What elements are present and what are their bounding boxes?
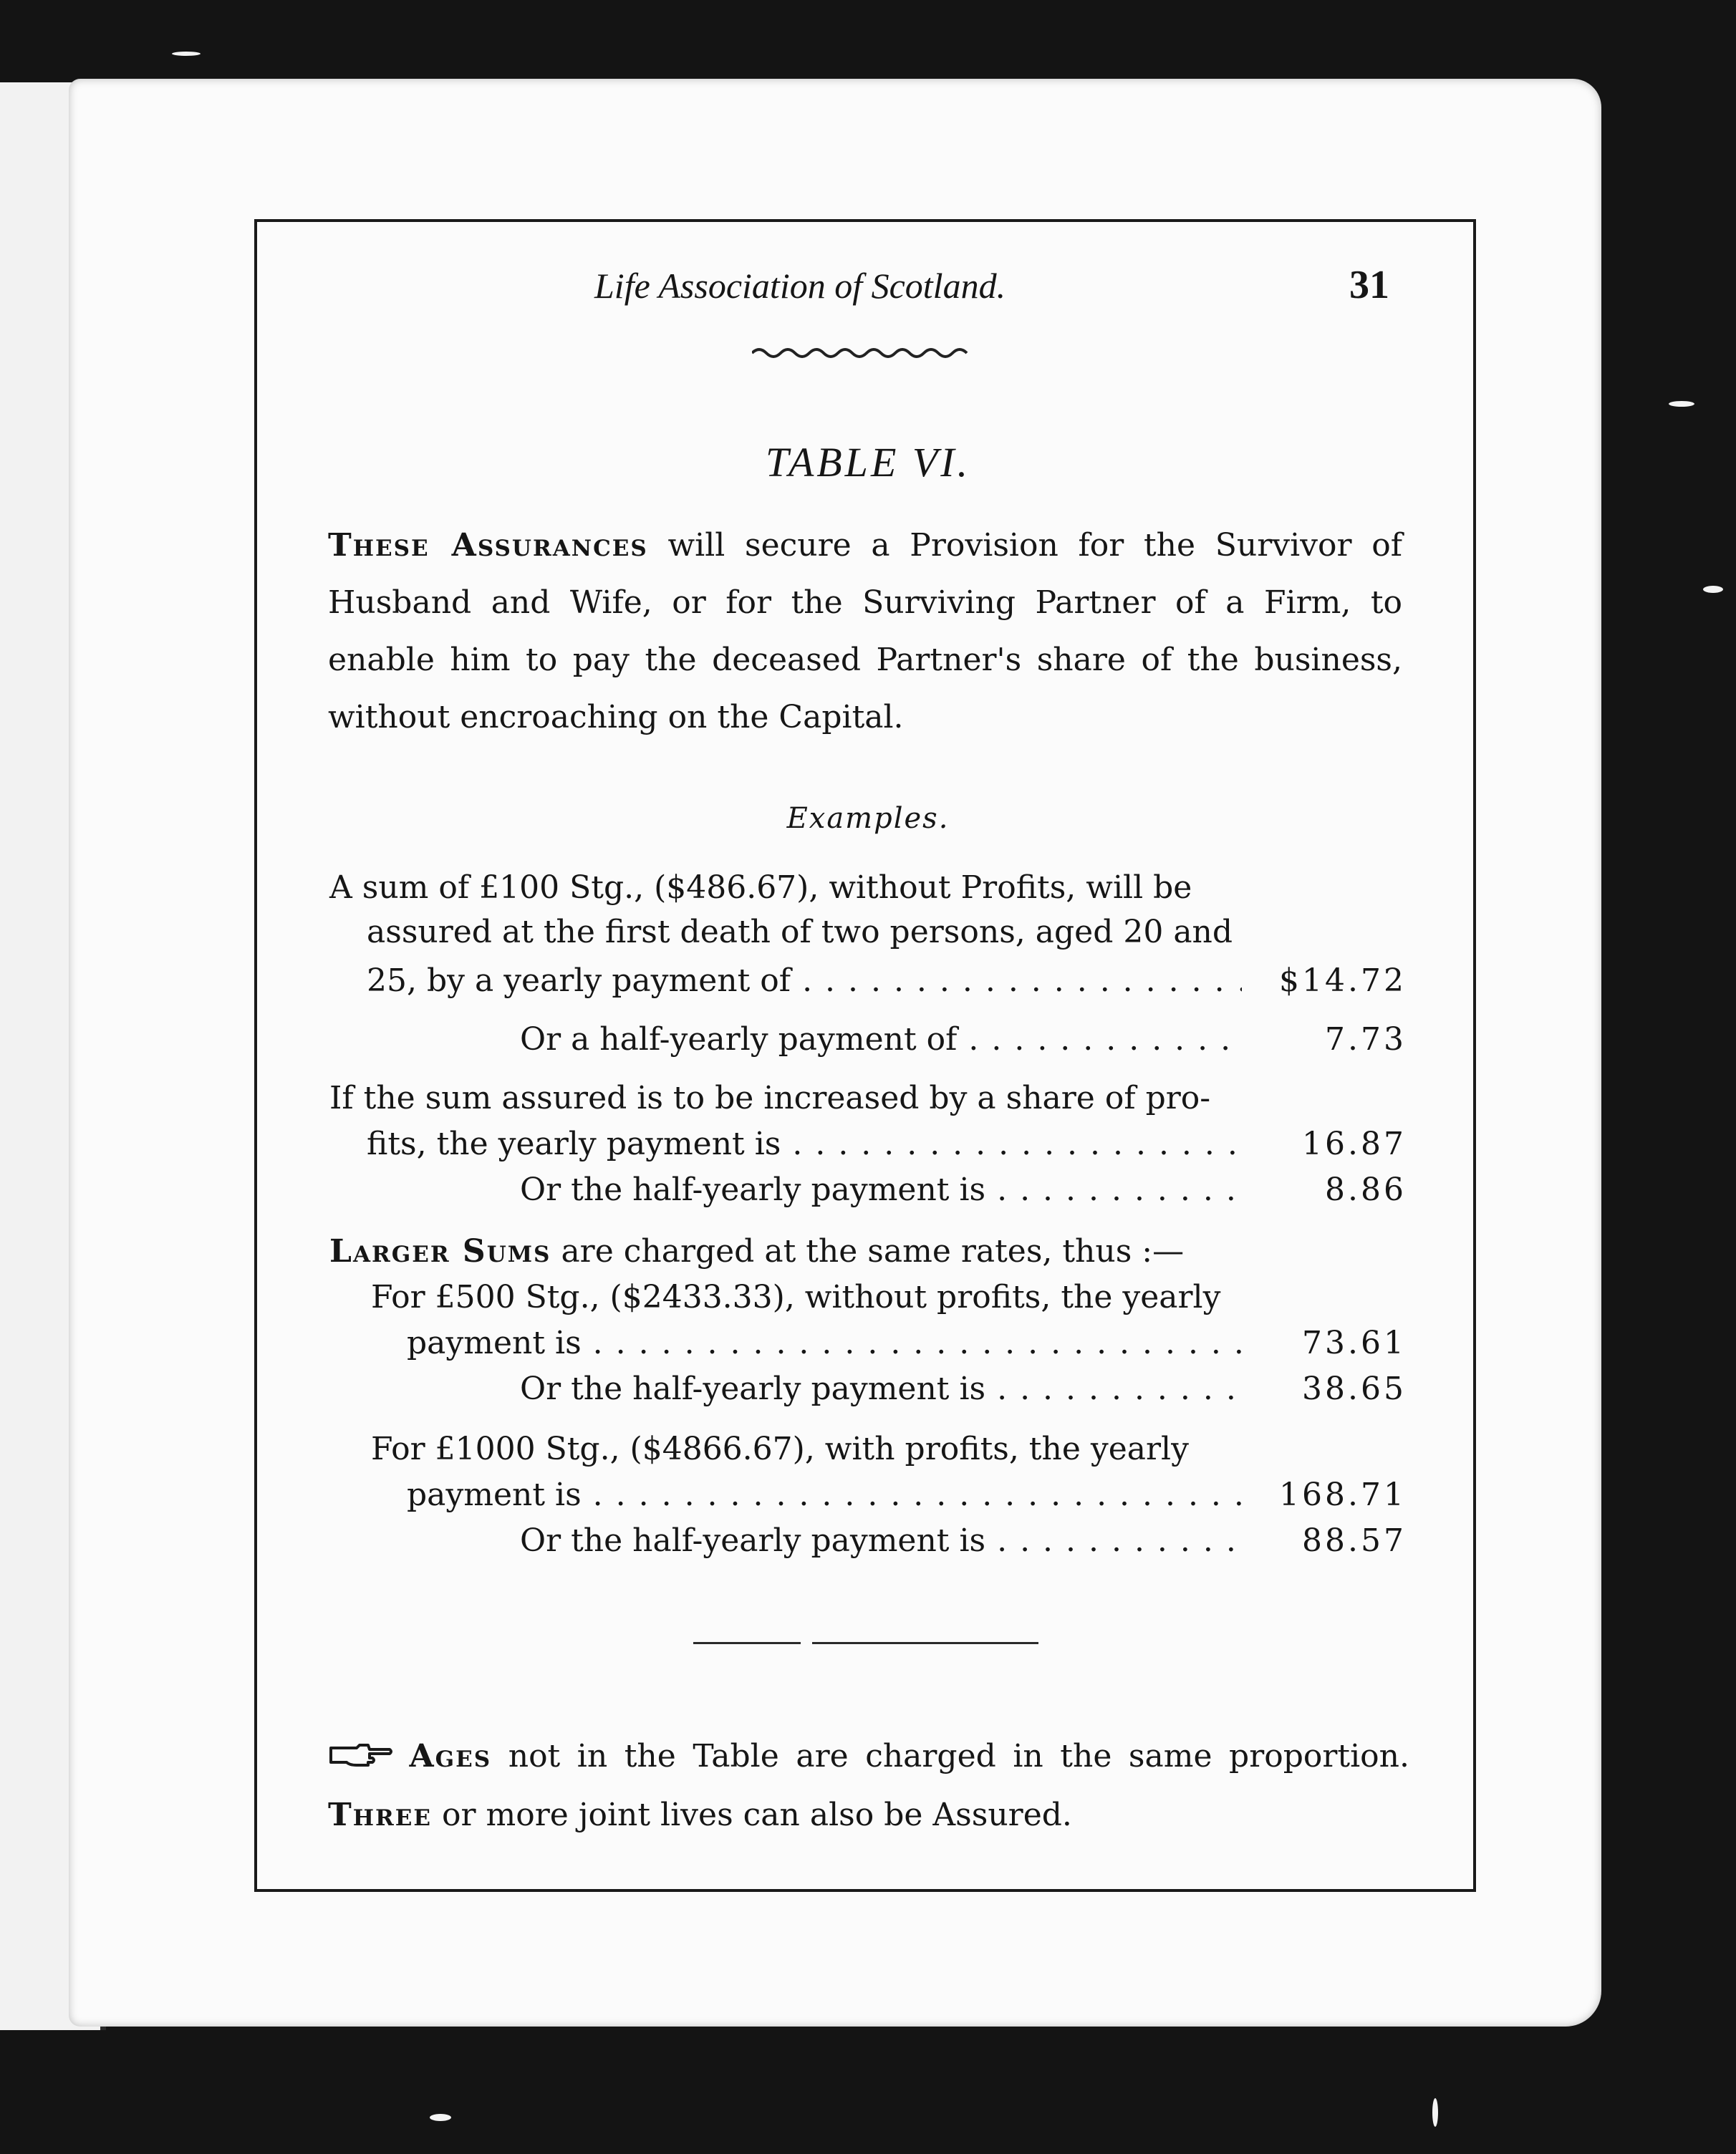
scan-speck	[172, 52, 201, 56]
page-number: 31	[1349, 263, 1389, 307]
example-3-half-yearly-amount: 38.65	[1302, 1371, 1407, 1407]
footer-note	[328, 1727, 1409, 1845]
example-3-line-1	[329, 1230, 1184, 1273]
examples-heading: Examples.	[786, 802, 950, 835]
running-head	[0, 265, 1736, 322]
example-1-line-1: A sum of £100 Stg., ($486.67), without Profits, will be	[329, 869, 1192, 906]
intro-lead-caps: These Assurances	[328, 527, 648, 564]
example-1-line-4	[520, 1018, 1242, 1061]
example-3-line-2: For £500 Stg., ($2433.33), without profits, the yearly	[371, 1279, 1221, 1315]
example-3-caps: Larger Sums	[329, 1233, 551, 1270]
example-1-line-3-text: 25, by a yearly payment of	[367, 962, 791, 999]
example-1-line-3	[367, 960, 1242, 1003]
scan-speck	[430, 2114, 451, 2121]
intro-text: will secure a Provision for the Survivor of Husband and Wife, or for the Surviving Partner of a Firm, to enable him to pay the deceased Partner's share of the business, without encroaching on the Capital.	[328, 527, 1402, 735]
intro-paragraph	[328, 517, 1402, 746]
running-head-title: Life Association of Scotland.	[594, 266, 1006, 306]
example-1-half-yearly-amount: 7.73	[1325, 1021, 1407, 1058]
example-2-line-3-text: Or the half-yearly payment is	[520, 1172, 986, 1208]
pointing-hand-icon	[328, 1741, 392, 1769]
example-1-line-4-text: Or a half-yearly payment of	[520, 1021, 958, 1058]
example-1-line-2: assured at the first death of two persons, aged 20 and	[367, 914, 1233, 950]
wavy-ornament-icon	[752, 342, 974, 364]
divider-rule-right	[812, 1642, 1038, 1644]
example-2-line-2	[367, 1123, 1242, 1166]
example-3-line-4-text: Or the half-yearly payment is	[520, 1371, 986, 1407]
scan-speck	[1703, 586, 1723, 593]
example-1-yearly-amount: $14.72	[1279, 962, 1407, 999]
example-4-half-yearly-amount: 88.57	[1302, 1522, 1407, 1559]
example-4-yearly-amount: 168.71	[1279, 1477, 1407, 1513]
footer-text-2: or more joint lives can also be Assured.	[432, 1797, 1072, 1833]
scan-speck	[1432, 2098, 1438, 2127]
divider-rule-left	[693, 1642, 801, 1644]
example-3-line-3-text: payment is	[407, 1325, 582, 1361]
example-3-line-3	[407, 1322, 1242, 1365]
example-4-line-3-text: Or the half-yearly payment is	[520, 1522, 986, 1559]
example-2-line-1: If the sum assured is to be increased by a share of pro-	[329, 1080, 1211, 1116]
example-3-yearly-amount: 73.61	[1302, 1325, 1407, 1361]
example-2-half-yearly-amount: 8.86	[1325, 1172, 1407, 1208]
table-title: TABLE VI.	[765, 439, 971, 486]
example-4-line-3	[520, 1520, 1242, 1563]
example-3-line-4	[520, 1368, 1242, 1411]
footer-ages-caps: Ages	[409, 1738, 492, 1774]
example-4-line-1: For £1000 Stg., ($4866.67), with profits, the yearly	[371, 1431, 1189, 1467]
footer-text-1: not in the Table are charged in the same proportion.	[491, 1738, 1409, 1774]
example-4-line-2-text: payment is	[407, 1477, 582, 1513]
example-2-line-2-text: fits, the yearly payment is	[367, 1126, 781, 1162]
scan-speck	[1669, 401, 1694, 407]
example-2-yearly-amount: 16.87	[1302, 1126, 1407, 1162]
example-2-line-3	[520, 1169, 1242, 1212]
example-3-line-1-rest: are charged at the same rates, thus :—	[551, 1233, 1185, 1270]
footer-three-caps: Three	[328, 1797, 433, 1833]
example-4-line-2	[407, 1474, 1242, 1517]
